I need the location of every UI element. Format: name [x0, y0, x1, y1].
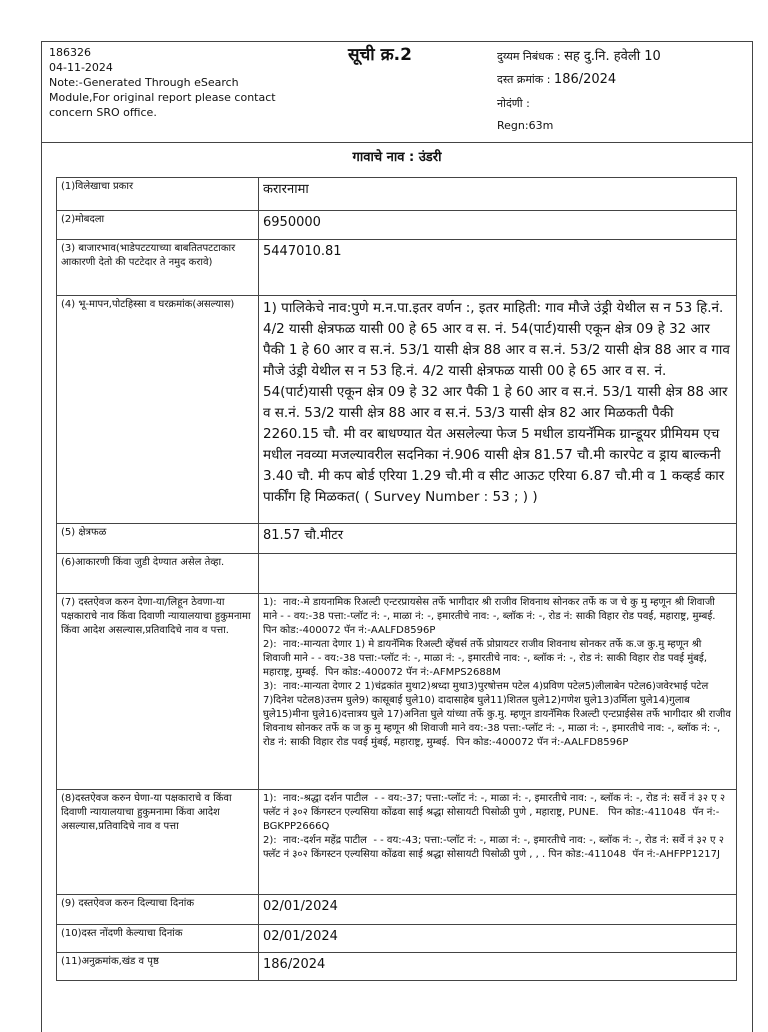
row-value: 81.57 चौ.मीटर — [259, 524, 737, 554]
table-row — [57, 211, 737, 240]
row-label: (10)दस्त नोंदणी केल्याचा दिनांक — [57, 925, 259, 953]
row-label: (6)आकारणी किंवा जुडी देण्यात असेल तेव्हा. — [57, 554, 259, 594]
table-row — [57, 953, 737, 981]
print-date: 04-11-2024 — [49, 61, 113, 74]
table-row — [57, 524, 737, 554]
row-label: (5) क्षेत्रफळ — [57, 524, 259, 554]
village-name-line — [42, 142, 752, 174]
regn-code: Regn:63m — [497, 119, 554, 132]
registration-label: नोदंणी : — [497, 97, 530, 110]
village-label: गावाचे नाव : — [352, 150, 415, 165]
document-frame — [41, 41, 753, 1032]
table-row — [57, 240, 737, 296]
registrar-value: सह दु.नि. हवेली 10 — [564, 49, 661, 64]
row-label: (11)अनुक्रमांक,खंड व पृष्ठ — [57, 953, 259, 981]
table-row — [57, 296, 737, 524]
row-label: (8)दस्तऐवज करुन घेणा-या पक्षकाराचे व किंवा दिवाणी न्यायालयाचा हुकुमनामा किंवा आदेश असल्यास,प्रतिवादिचे नाव व पत्ता — [57, 790, 259, 895]
row-label: (9) दस्तऐवज करुन दिल्याचा दिनांक — [57, 895, 259, 925]
esearch-note: Note:-Generated Through eSearch Module,For original report please contact concern SRO office. — [49, 76, 280, 119]
row-label: (4) भू-मापन,पोटहिस्सा व घरक्रमांक(असल्यास) — [57, 296, 259, 524]
table-row — [57, 790, 737, 895]
row-value: 1): नाव:-मे डायनामिक रिअल्टी एन्टरप्रायसेस तर्फे भागीदार श्री राजीव शिवनाथ सोनकर तर्फे क ज चे कु मु म्हणून श्री शिवाजी माने - - वय:-38 पत्ता:-प्लॉट नं: -, माळा नं: -, इमारतीचे नाव: -, ब्लॉक नं: -, रोड नं: साकी विहार रोड पवई, महाराष्ट्र, मुम्बई. पिन कोड:-400072 पॅन नं:-AALFD8596P 2): नाव:-मान्यता देणार 1) मे डायनॅमिक रिअल्टी व्हेंचर्स तर्फे प्रोप्रायटर राजीव शिवनाथ सोनकर तर्फे क.ज कु.मु म्हणून श्री शिवाजी माने - - वय:-38 पत्ता:-प्लॉट नं: -, माळा नं: -, इमारतीचे नाव: -, ब्लॉक नं: -, रोड नं: साकी विहार रोड पवई मुंबई, महाराष्ट्र, मुम्बई. पिन कोड:-400072 पॅन नं:-AFMPS2688M 3): नाव:-मान्यता देणार 2 1)चंद्रकांत मुथा2)श्रध्दा मुथा3)पुरषोत्तम पटेल 4)प्रविण पटेल5)लीलाबेन पटेल6)जवेरभाई पटेल 7)दिनेश पटेल8)उत्तम घुले9) कासूबाई घुले10) दादासाहेब घुले11)शितल घुले12)गणेश घुले13)उर्मिला घुले14)गुलाब घुले15)मीना घुले16)दत्तात्रय घुले 17)अनिता घुले यांच्या तर्फे कु.मु. म्हणून डायनॅमिक रिअल्टी एन्टप्राईसेस तर्फे भागीदार श्री राजीव शिवनाथ सोनकर तर्फे क ज कु मु म्हणून श्री शिवाजी माने वय:-38 पत्ता:-प्लॉट नं: -, माळा नं: -, इमारतीचे नाव: -, ब्लॉक नं: -, रोड नं: साकी विहार रोड पवई मुंबई, महाराष्ट्र, मुम्बई. पिन कोड:-400072 पॅन नं:-AALFD8596P — [259, 594, 737, 790]
village-value: उंडरी — [418, 150, 442, 165]
document-header — [42, 42, 752, 143]
row-label: (7) दस्तऐवज करुन देणा-या/लिहून ठेवणा-या पक्षकाराचे नाव किंवा दिवाणी न्यायालयाचा हुकुमनामा किंवा आदेश असल्यास,प्रतिवादिचे नाव व पत्ता. — [57, 594, 259, 790]
doc-number-value: 186/2024 — [553, 72, 617, 87]
row-value — [259, 554, 737, 594]
row-label: (1)विलेखाचा प्रकार — [57, 178, 259, 211]
table-row — [57, 178, 737, 211]
registrar-label: दुय्यम निबंधक : — [497, 50, 561, 63]
index-table — [56, 177, 737, 981]
row-value: 1) पालिकेचे नाव:पुणे म.न.पा.इतर वर्णन :, इतर माहिती: गाव मौजे उंड्री येथील स न 53 हि.नं. 4/2 यासी क्षेत्रफळ यासी 00 हे 65 आर व स. नं. 54(पार्ट)यासी एकून क्षेत्र 09 हे 32 आर पैकी 1 हे 60 आर व स.नं. 53/1 यासी क्षेत्र 88 आर व स.नं. 53/2 यासी क्षेत्र 88 आर व गाव मौजे उंड्री येथील स न 53 हि.नं. 4/2 यासी क्षेत्रफळ यासी 00 हे 65 आर व स. नं. 54(पार्ट)यासी एकून क्षेत्र 09 हे 32 आर पैकी 1 हे 60 आर व स.नं. 53/1 यासी क्षेत्र 88 आर व स.नं. 53/2 यासी क्षेत्र 88 आर व स.नं. 53/3 यासी क्षेत्र 82 आर मिळकती पैकी 2260.15 चौ. मी वर बाधण्यात येत असलेल्या फेज 5 मधील डायनॅमिक ग्रान्डूयर प्रीमियम एच मधील नवव्या मजल्यावरील सदनिका नं.906 यासी क्षेत्र 81.57 चौ.मी कारपेट व ड्राय बाल्कनी 3.40 चौ. मी कप बोर्ड एरिया 1.29 चौ.मी व सीट आऊट एरिया 6.87 चौ.मी व 1 कव्हर्ड कार पार्कींग हि मिळकत( ( Survey Number : 53 ; ) ) — [259, 296, 737, 524]
table-row — [57, 925, 737, 953]
table-row — [57, 895, 737, 925]
document-id: 186326 — [49, 46, 91, 59]
registrar-line — [497, 46, 661, 64]
row-value: करारनामा — [259, 178, 737, 211]
table-row — [57, 594, 737, 790]
doc-number-line — [497, 72, 616, 87]
row-value: 186/2024 — [259, 953, 737, 981]
row-value: 1): नाव:-श्रद्धा दर्शन पाटील - - वय:-37; पत्ता:-प्लॉट नं: -, माळा नं: -, इमारतीचे नाव: -, ब्लॉक नं: -, रोड नं: सर्वे नं ३२ ए २ फ्लॅट नं ३०२ किंगस्टन एल्यसिया कोंढवा साई श्रद्धा सोसायटी पिसोळी पुणे , महाराष्ट्र, PUNE. पिन कोड:-411048 पॅन नं:-BGKPP2666Q 2): नाव:-दर्शन महेंद्र पाटील - - वय:-43; पत्ता:-प्लॉट नं: -, माळा नं: -, इमारतीचे नाव: -, ब्लॉक नं: -, रोड नं: सर्वे नं ३२ ए २ फ्लॅट नं ३०२ किंगस्टन एल्यसिया कोंढवा साई श्रद्धा सोसायटी पिसोळी पुणे , , . पिन कोड:-411048 पॅन नं:-AHFPP1217J — [259, 790, 737, 895]
table-row — [57, 554, 737, 594]
row-label: (3) बाजारभाव(भाडेपटटयाच्या बाबतितपटटाकार आकारणी देतो की पटटेदार ते नमुद करावे) — [57, 240, 259, 296]
document-title: सूची क्र.2 — [348, 45, 412, 65]
row-value: 6950000 — [259, 211, 737, 240]
doc-number-label: दस्त क्रमांक : — [497, 73, 551, 86]
row-value: 5447010.81 — [259, 240, 737, 296]
row-value: 02/01/2024 — [259, 925, 737, 953]
row-label: (2)मोबदला — [57, 211, 259, 240]
header-left-block — [49, 45, 279, 120]
row-value: 02/01/2024 — [259, 895, 737, 925]
